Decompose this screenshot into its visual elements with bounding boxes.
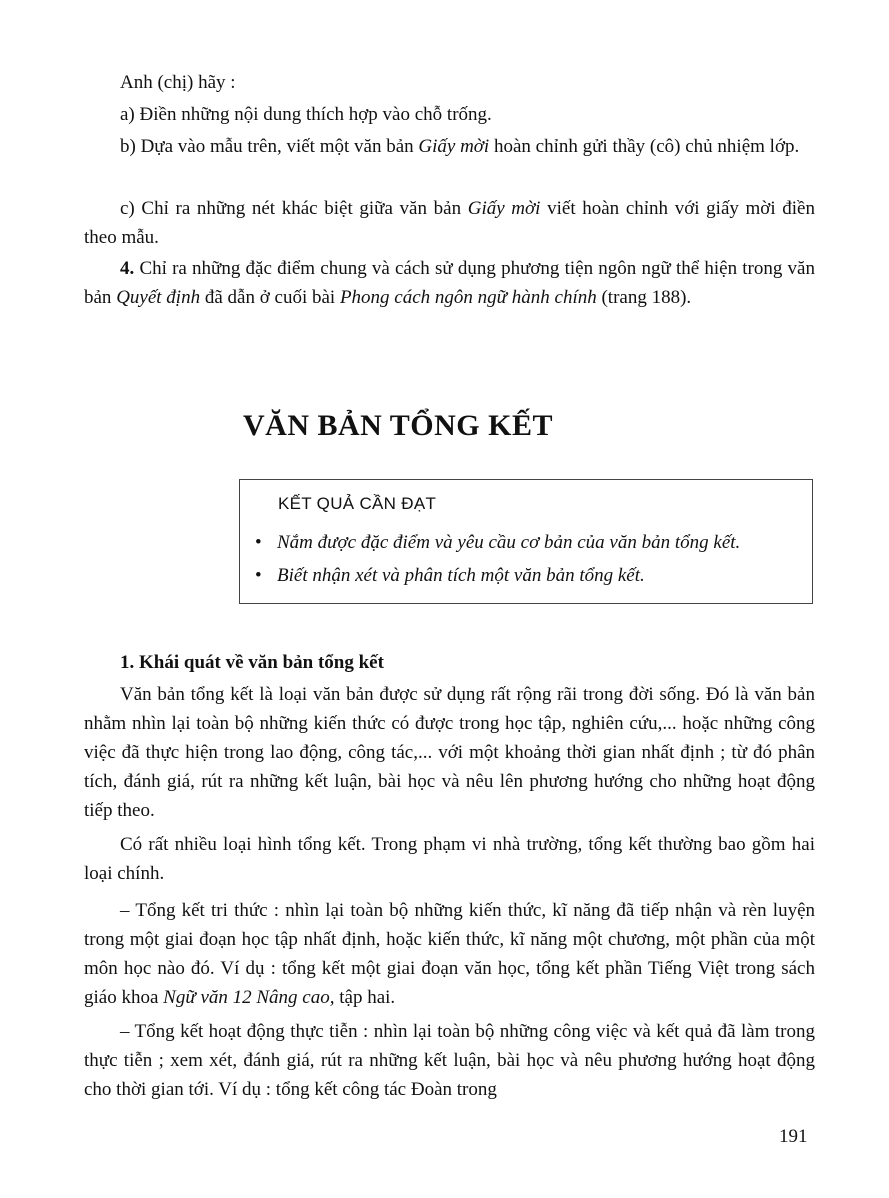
item-c-text-end: viết hoàn chỉnh với giấy mời điền theo mẫu. bbox=[84, 198, 815, 248]
paragraph: Văn bản tổng kết là loại văn bản được sử dụng rất rộng rãi trong đời sống. Đó là văn bản nhằm nhìn lại toàn bộ những kiến thức có được trong học tập, nghiên cứu,... hoặc những công việc đã thực hiện trong lao động, công tác,... với một khoảng thời gian nhất định ; từ đó phân tích, đánh giá, rút ra những kết luận, bài học và nêu lên phương hướng cho những hoạt động tiếp theo. bbox=[84, 684, 815, 821]
paragraph: – Tổng kết hoạt động thực tiễn : nhìn lại toàn bộ những công việc và kết quả đã làm trong thực tiễn ; xem xét, đánh giá, rút ra những kết luận, bài học và nêu phương hướng hoạt động cho thời gian tới. Ví dụ : tổng kết công tác Đoàn trong bbox=[84, 1021, 815, 1100]
bullet-icon: • bbox=[255, 565, 262, 586]
item-4-number: 4. bbox=[120, 258, 135, 279]
outcome-item bbox=[255, 565, 645, 587]
paragraph: Có rất nhiều loại hình tổng kết. Trong phạm vi nhà trường, tổng kết thường bao gồm hai loại chính. bbox=[84, 834, 815, 884]
item-c-italic: Giấy mời bbox=[467, 198, 541, 219]
item-4-text-3: (trang 188). bbox=[596, 287, 692, 308]
exercise-intro: Anh (chị) hãy : bbox=[120, 72, 236, 93]
item-4-text-2: đã dẫn ở cuối bài bbox=[200, 287, 340, 308]
page-number: 191 bbox=[779, 1126, 808, 1147]
paragraph bbox=[84, 896, 815, 1012]
bullet-icon: • bbox=[255, 532, 262, 553]
outcome-text: Nắm được đặc điểm và yêu cầu cơ bản của văn bản tổng kết. bbox=[277, 532, 741, 553]
outcome-text: Biết nhận xét và phân tích một văn bản tổng kết. bbox=[277, 565, 645, 586]
exercise-item-c bbox=[84, 194, 815, 252]
book-title-italic: Ngữ văn 12 Nâng cao, bbox=[163, 987, 335, 1008]
paragraph-text: – Tổng kết tri thức : nhìn lại toàn bộ những kiến thức, kĩ năng đã tiếp nhận và rèn luyện trong một giai đoạn học tập nhất định, hoặc kiến thức, kĩ năng một chương, một phần của một môn học nào đó. Ví dụ : tổng kết một giai đoạn văn học, tổng kết phần Tiếng Việt trong sách giáo khoa bbox=[84, 900, 815, 1008]
item-b-text-end: hoàn chỉnh gửi thầy (cô) chủ nhiệm lớp. bbox=[489, 136, 800, 157]
item-4-italic-1: Quyết định bbox=[116, 287, 201, 308]
item-c-text: c) Chỉ ra những nét khác biệt giữa văn bản bbox=[120, 198, 468, 219]
item-b-text: b) Dựa vào mẫu trên, viết một văn bản bbox=[120, 136, 419, 157]
item-4-text: Chỉ ra những đặc điểm chung và cách sử dụng phương tiện ngôn ngữ thể hiện trong văn bản bbox=[84, 258, 815, 308]
outcomes-heading: KẾT QUẢ CẦN ĐẠT bbox=[278, 494, 437, 513]
exercise-item-b bbox=[84, 132, 815, 161]
item-b-italic: Giấy mời bbox=[418, 136, 490, 157]
section-heading bbox=[84, 648, 815, 677]
section-heading-text: 1. Khái quát về văn bản tổng kết bbox=[120, 652, 384, 673]
exercise-item-a: a) Điền những nội dung thích hợp vào chỗ trống. bbox=[120, 104, 492, 125]
lesson-title: VĂN BẢN TỔNG KẾT bbox=[243, 409, 553, 442]
paragraph-text-end: tập hai. bbox=[334, 987, 396, 1008]
exercise-item-4 bbox=[84, 254, 815, 312]
learning-outcomes-box bbox=[239, 479, 813, 604]
item-4-italic-2: Phong cách ngôn ngữ hành chính bbox=[339, 287, 597, 308]
outcome-item bbox=[255, 532, 740, 554]
